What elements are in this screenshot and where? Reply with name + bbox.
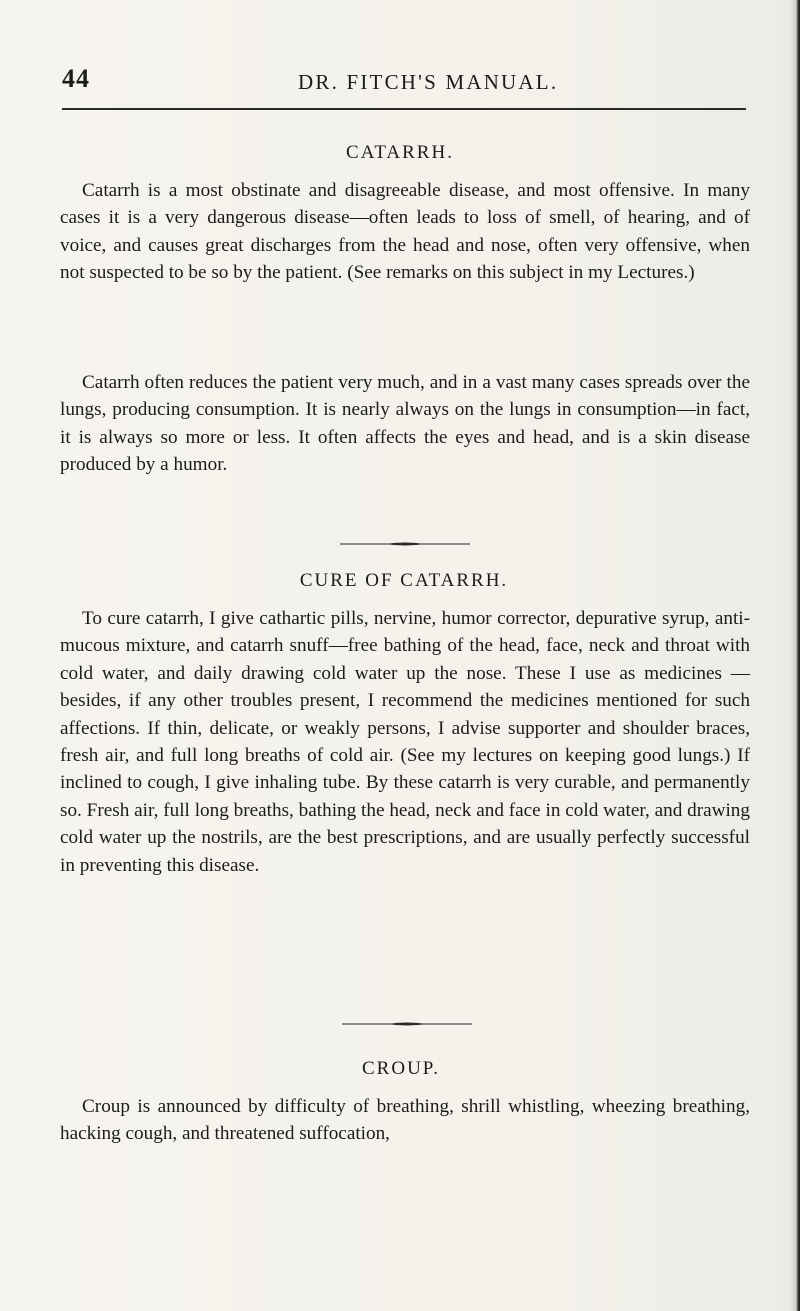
section-title-croup: CROUP. [362, 1058, 440, 1079]
paragraph: Catarrh is a most obstinate and disagreeable disease, and most offensive. In many cases it is a very dangerous disease—often leads to loss of smell, of hearing, and of voice, and causes great discharges from the head and nose, often very offensive, when not suspected to be so by the patient. (See remarks on this subject in my Lectures.) [60, 180, 750, 284]
header-rule [62, 108, 746, 110]
section-title-catarrh: CATARRH. [346, 142, 454, 163]
section-catarrh [60, 142, 750, 164]
page-binding-edge [790, 0, 800, 1311]
catarrh-paragraph-2 [60, 369, 750, 479]
running-head [62, 64, 742, 98]
paragraph: Catarrh often reduces the patient very much, and in a vast many cases spreads over the lungs, producing consumption. It is nearly always on the lungs in consumption—in fact, it is always so more or less. It often affects the eyes and head, and is a skin disease produced by a humor. [60, 372, 750, 476]
paragraph: Croup is announced by difficulty of breathing, shrill whistling, wheezing breathing, hacking cough, and threatened suffocation, [60, 1096, 750, 1145]
running-title: DR. FITCH'S MANUAL. [298, 70, 559, 94]
section-divider-ornament [342, 1021, 472, 1027]
page-number: 44 [62, 64, 90, 93]
section-cure-of-catarrh [60, 570, 750, 592]
section-divider-ornament [340, 541, 470, 547]
cure-paragraph-1 [60, 605, 750, 879]
divider-rule-icon [340, 541, 470, 547]
croup-paragraph-1 [60, 1093, 750, 1148]
paragraph: To cure catarrh, I give cathartic pills, nervine, humor corrector, depurative syrup, anti-mucous mixture, and catarrh snuff—free bathing of the head, face, neck and throat with cold water, and daily drawing cold water up the nose. These I use as medicines —besides, if any other troubles present, I recommend the medicines mentioned for such affections. If thin, delicate, or weakly persons, I advise supporter and shoulder braces, fresh air, and full long breaths of cold air. (See my lectures on keeping good lungs.) If inclined to cough, I give inhaling tube. By these catarrh is very curable, and permanently so. Fresh air, full long breaths, bathing the head, neck and face in cold water, and drawing cold water up the nostrils, are the best prescriptions, and are usually perfectly successful in preventing this disease. [60, 608, 750, 876]
divider-rule-icon [342, 1021, 472, 1027]
section-croup [60, 1058, 750, 1080]
section-title-cure-of-catarrh: CURE OF CATARRH. [299, 570, 509, 591]
catarrh-paragraph-1 [60, 177, 750, 287]
